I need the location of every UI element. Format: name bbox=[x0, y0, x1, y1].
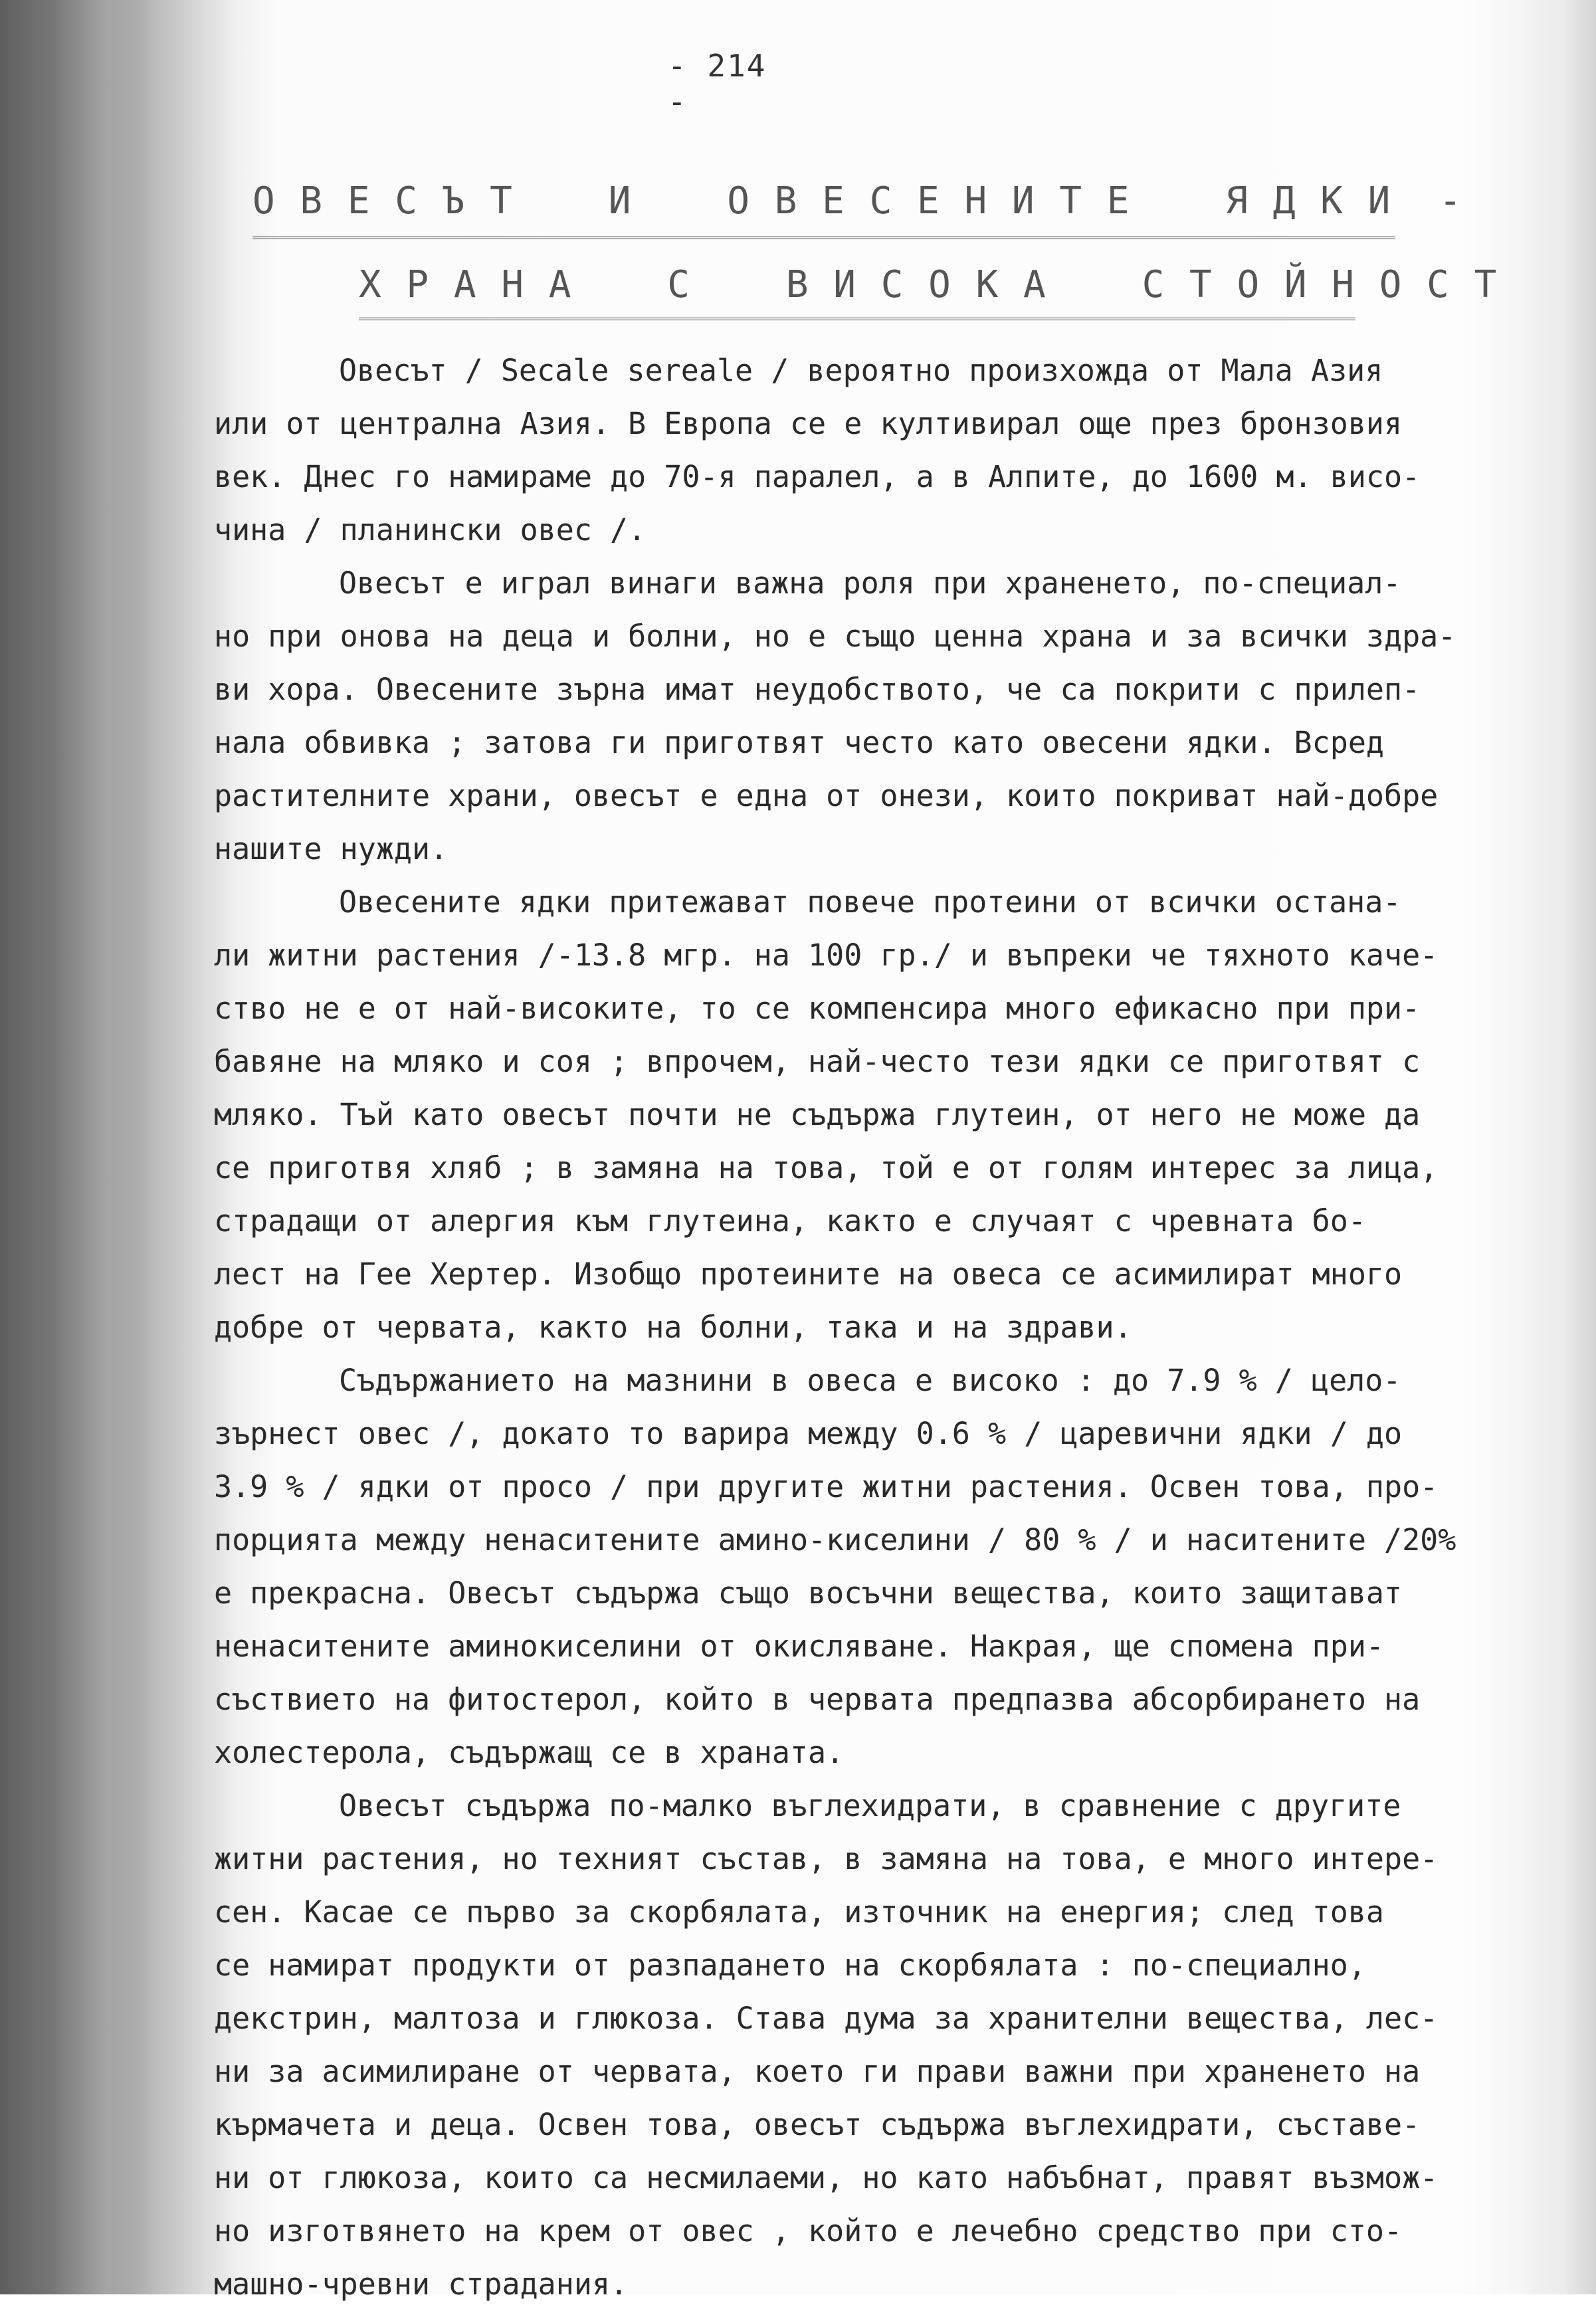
article-body bbox=[214, 344, 1548, 2311]
paragraph-line: ви хора. Овесените зърна имат неудобството, че са покрити с прилеп- bbox=[214, 672, 1421, 707]
paragraph-line: растителните храни, овесът е една от онези, които покриват най-добре bbox=[214, 778, 1439, 813]
paragraph-line: или от централна Азия. В Европа се е култивирал още през бронзовия bbox=[214, 406, 1403, 441]
paragraph-line: добре от червата, както на болни, така и на здрави. bbox=[214, 1310, 1132, 1345]
paragraph-line: е прекрасна. Овесът съдържа също восъчни вещества, които защитават bbox=[214, 1575, 1403, 1611]
paragraph-line: но при онова на деца и болни, но е също ценна храна и за всички здра- bbox=[214, 619, 1456, 654]
paragraph-line: 3.9 % / ядки от просо / при другите житни растения. Освен това, про- bbox=[214, 1469, 1439, 1504]
paragraph-3 bbox=[214, 876, 1548, 1354]
paragraph-line: сен. Касае се първо за скорбялата, източник на енергия; след това bbox=[214, 1894, 1384, 1930]
paragraph-2 bbox=[214, 557, 1548, 876]
paragraph-line: бавяне на мляко и соя ; впрочем, най-често тези ядки се приготвят с bbox=[214, 1044, 1421, 1079]
page-number: - 214 - bbox=[668, 48, 767, 120]
paragraph-line: декстрин, малтоза и глюкоза. Става дума за хранителни вещества, лес- bbox=[214, 2001, 1439, 2036]
title-line-1: О В Е С Ъ Т И О В Е С Е Н И Т Е Я Д К И - bbox=[252, 179, 1463, 223]
paragraph-line: ни за асимилиране от червата, което ги прави важни при храненето на bbox=[214, 2054, 1421, 2089]
paragraph-line: ство не е от най-високите, то се компенсира много ефикасно при при- bbox=[214, 991, 1421, 1026]
paragraph-line: ни от глюкоза, които са несмилаеми, но като набъбнат, правят възмож- bbox=[214, 2160, 1439, 2195]
paragraph-line: Овесените ядки притежават повече протеини от всички остана- bbox=[339, 884, 1401, 920]
paragraph-line: но изготвянето на крем от овес , който е лечебно средство при сто- bbox=[214, 2213, 1403, 2249]
paragraph-line: ненаситените аминокиселини от окисляване. Накрая, ще спомена при- bbox=[214, 1629, 1384, 1664]
paragraph-line: нашите нужди. bbox=[214, 831, 449, 866]
paragraph-line: лест на Гее Хертер. Изобщо протеините на овеса се асимилират много bbox=[214, 1256, 1403, 1292]
paragraph-5 bbox=[214, 1779, 1548, 2311]
title-line-2: Х Р А Н А С В И С О К А С Т О Й Н О С Т bbox=[359, 263, 1498, 306]
paragraph-line: мляко. Тъй като овесът почти не съдържа глутеин, от него не може да bbox=[214, 1097, 1421, 1132]
scan-binding-shadow bbox=[0, 0, 153, 2294]
paragraph-line: ли житни растения /-13.8 мгр. на 100 гр./ и въпреки че тяхното каче- bbox=[214, 938, 1439, 973]
paragraph-line: житни растения, но техният състав, в замяна на това, е много интере- bbox=[214, 1841, 1439, 1876]
paragraph-1 bbox=[214, 344, 1548, 557]
paragraph-line: кърмачета и деца. Освен това, овесът съдържа въглехидрати, съставе- bbox=[214, 2107, 1421, 2142]
paragraph-4 bbox=[214, 1354, 1548, 1779]
title-underline-1 bbox=[252, 237, 1395, 239]
paragraph-line: холестерола, съдържащ се в храната. bbox=[214, 1735, 845, 1770]
paragraph-line: се намират продукти от разпадането на скорбялата : по-специално, bbox=[214, 1948, 1366, 1983]
paragraph-line: Овесът / Secale sereale / вероятно произхожда от Мала Азия bbox=[339, 353, 1383, 388]
paragraph-line: нала обвивка ; затова ги приготвят често като овесени ядки. Всред bbox=[214, 725, 1384, 760]
paragraph-line: се приготвя хляб ; в замяна на това, той е от голям интерес за лица, bbox=[214, 1150, 1439, 1185]
paragraph-line: чина / планински овес /. bbox=[214, 512, 647, 548]
paragraph-line: съствието на фитостерол, който в червата предпазва абсорбирането на bbox=[214, 1682, 1421, 1717]
paragraph-line: зърнест овес /, докато то варира между 0.6 % / царевични ядки / до bbox=[214, 1416, 1403, 1451]
paragraph-line: порцията между ненаситените амино-киселини / 80 % / и наситените /20% bbox=[214, 1522, 1456, 1557]
paragraph-line: машно-чревни страдания. bbox=[214, 2266, 629, 2302]
paragraph-line: Овесът е играл винаги важна роля при храненето, по-специал- bbox=[339, 565, 1401, 601]
paragraph-line: век. Днес го намираме до 70-я паралел, а в Алпите, до 1600 м. висо- bbox=[214, 459, 1421, 494]
paragraph-line: Овесът съдържа по-малко въглехидрати, в сравнение с другите bbox=[339, 1788, 1401, 1823]
paragraph-line: Съдържанието на мазнини в овеса е високо : до 7.9 % / цело- bbox=[339, 1363, 1401, 1398]
title-underline-2 bbox=[359, 318, 1355, 320]
paragraph-line: страдащи от алергия към глутеина, както е случаят с чревната бо- bbox=[214, 1203, 1366, 1239]
